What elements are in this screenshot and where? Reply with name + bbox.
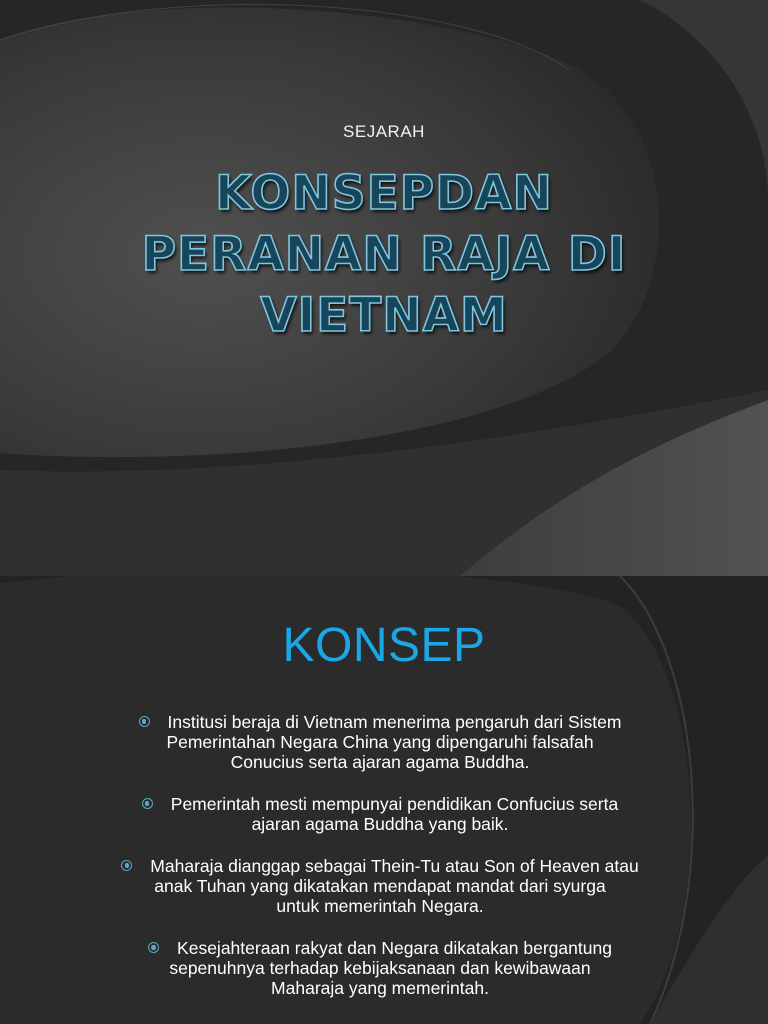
slide-title xyxy=(60,163,708,346)
title-line: KONSEPDAN xyxy=(215,166,553,221)
circle-bullet-icon xyxy=(142,798,153,809)
bullet-text-line: Maharaja dianggap sebagai Thein-Tu atau Son of Heaven atau xyxy=(150,856,639,876)
title-line: VIETNAM xyxy=(260,288,508,343)
circle-bullet-icon xyxy=(148,942,159,953)
bullet-text-line: Kesejahteraan rakyat dan Negara dikatakan bergantung xyxy=(177,938,612,958)
slide-heading: KONSEP xyxy=(282,619,486,672)
list-item xyxy=(40,856,720,916)
bullet-text-line: Pemerintahan Negara China yang dipengaruhi falsafah xyxy=(166,732,594,752)
bullet-text-line: Conucius serta ajaran agama Buddha. xyxy=(230,752,530,772)
circle-bullet-icon xyxy=(121,860,132,871)
content-slide xyxy=(0,576,768,1024)
bullet-list xyxy=(40,712,720,998)
bullet-text-line: sepenuhnya terhadap kebijaksanaan dan kewibawaan xyxy=(169,958,591,978)
list-item xyxy=(40,794,720,834)
bullet-text-line: anak Tuhan yang dikatakan mendapat mandat dari syurga xyxy=(154,876,606,896)
bullet-text-line: Pemerintah mesti mempunyai pendidikan Confucius serta xyxy=(170,794,619,814)
bullet-text-line: Maharaja yang memerintah. xyxy=(271,978,489,998)
slide-subtitle: SEJARAH xyxy=(343,122,425,141)
list-item xyxy=(40,938,720,998)
list-item xyxy=(40,712,720,772)
bullet-text-line: untuk memerintah Negara. xyxy=(276,896,484,916)
circle-bullet-icon xyxy=(139,716,150,727)
bullet-text-line: ajaran agama Buddha yang baik. xyxy=(251,814,509,834)
title-line: PERANAN RAJA DI xyxy=(141,227,627,282)
bullet-text-line: Institusi beraja di Vietnam menerima pengaruh dari Sistem xyxy=(167,712,622,732)
